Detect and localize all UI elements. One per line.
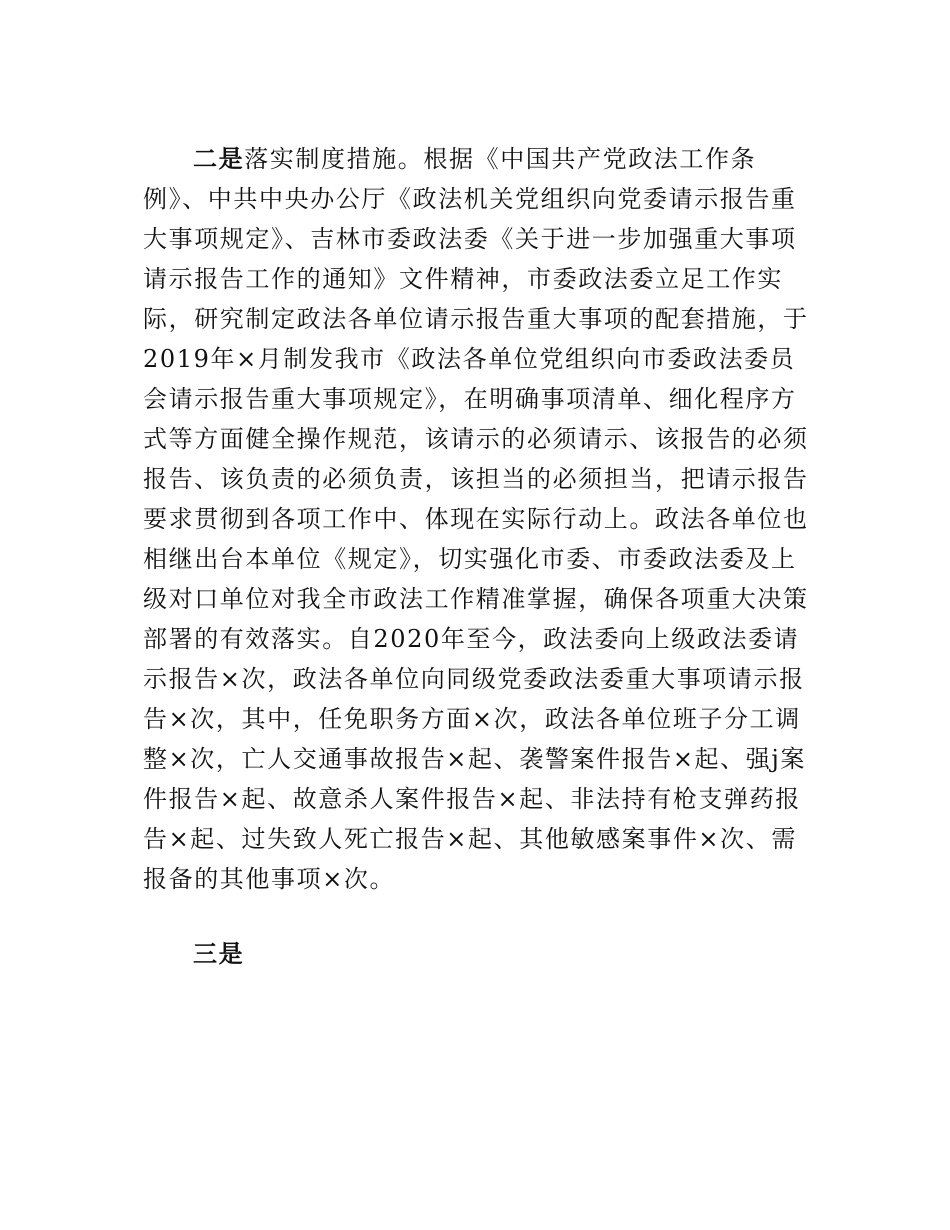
paragraph-lead: 三是 — [193, 939, 245, 968]
paragraph-item-2 — [143, 139, 813, 899]
paragraph-item-3 — [143, 934, 813, 974]
paragraph-body: 落实制度措施。根据《中国共产党政法工作条例》、中共中央办公厅《政法机关党组织向党委请示报告重大事项规定》、吉林市委政法委《关于进一步加强重大事项请示报告工作的通知》文件精神，市委政法委立足工作实际，研究制定政法各单位请示报告重大事项的配套措施，于2019年×月制发我市《政法各单位党组织向市委政法委员会请示报告重大事项规定》，在明确事项清单、细化程序方式等方面健全操作规范，该请示的必须请示、该报告的必须报告、该负责的必须负责，该担当的必须担当，把请示报告要求贯彻到各项工作中、体现在实际行动上。政法各单位也相继出台本单位《规定》，切实强化市委、市委政法委及上级对口单位对我全市政法工作精准掌握，确保各项重大决策部署的有效落实。自2020年至今，政法委向上级政法委请示报告×次，政法各单位向同级党委政法委重大事项请示报告×次，其中，任免职务方面×次，政法各单位班子分工调整×次，亡人交通事故报告×起、袭警案件报告×起、强j案件报告×起、故意杀人案件报告×起、非法持有枪支弹药报告×起、过失致人死亡报告×起、其他敏感案事件×次、需报备的其他事项×次。 — [143, 145, 809, 893]
paragraph-lead: 二是 — [193, 144, 245, 173]
